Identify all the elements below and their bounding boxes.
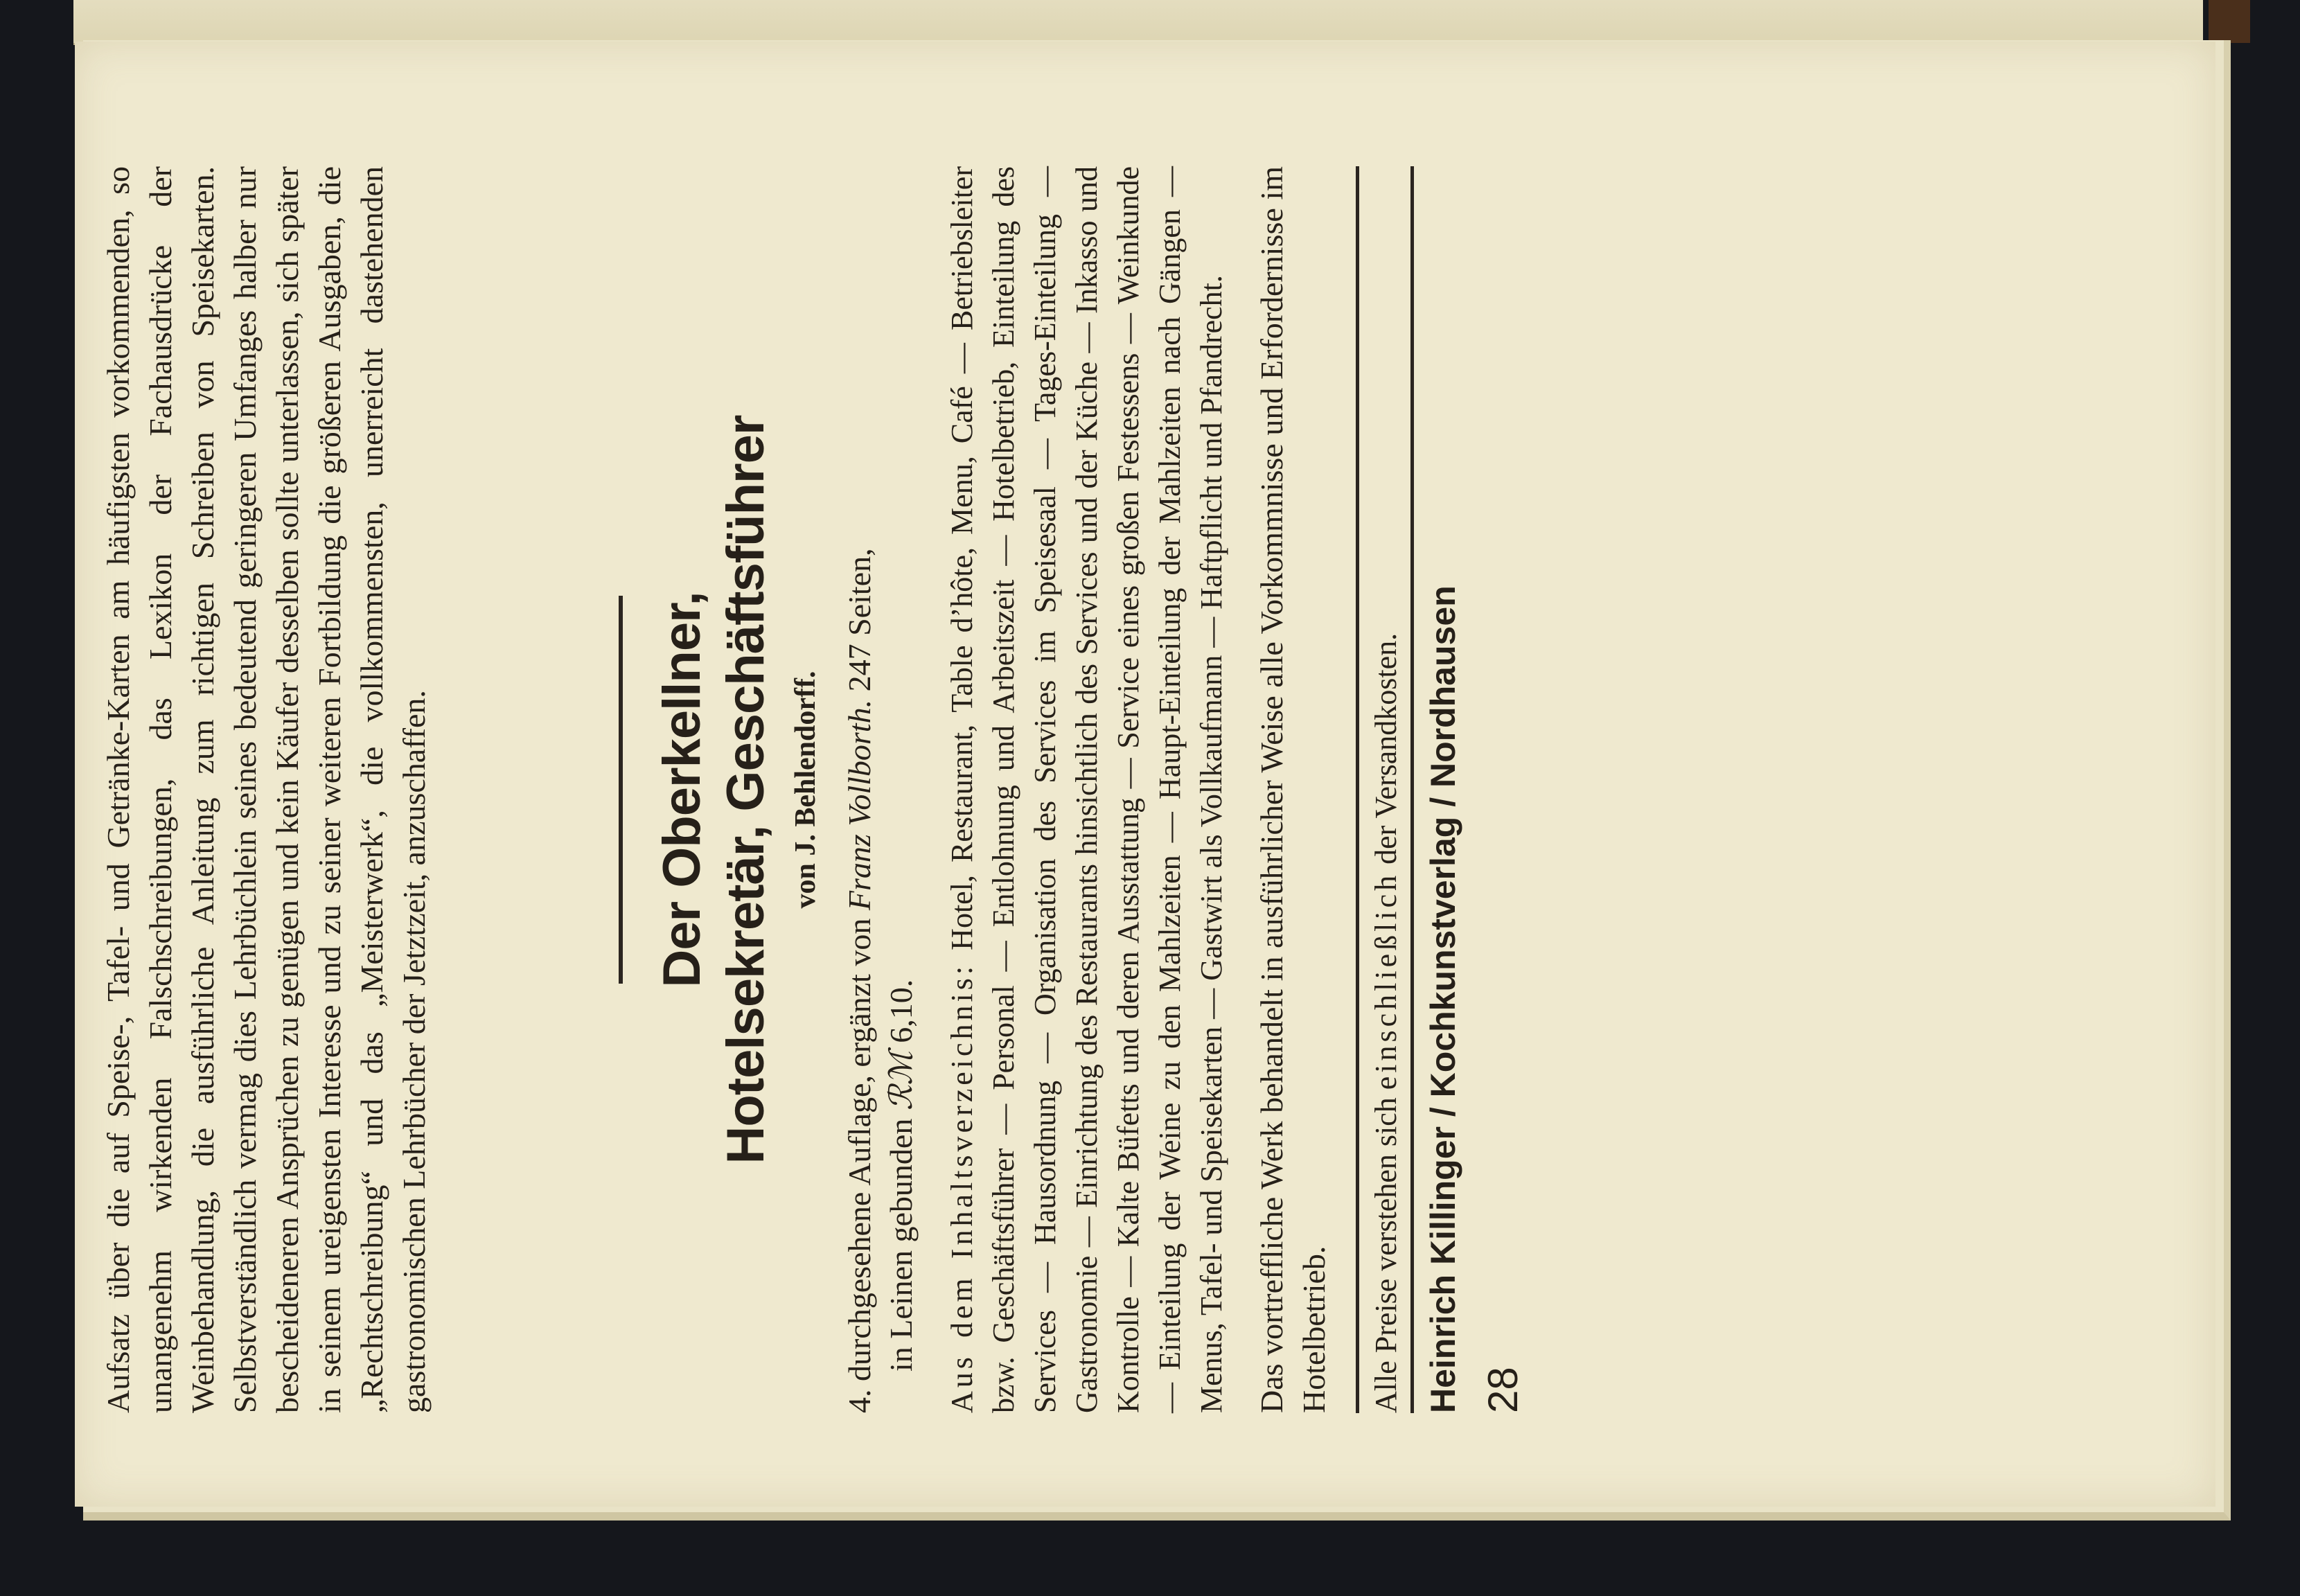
facing-page-edge	[73, 0, 2203, 45]
closing-paragraph: Das vortreffliche Werk behandelt in ausführlicher Weise alle Vorkommnisse und Erfordernisse im Hotelbetrieb.	[1254, 166, 1332, 1413]
page-number: 28	[1480, 1367, 1526, 1413]
currency-symbol: ℛℳ	[883, 1051, 919, 1111]
book-title-line2: Hotelsekretär, Geschäftsführer	[716, 415, 775, 1164]
editor-name: Franz Vollborth.	[842, 699, 877, 911]
book-title-line1: Der Oberkellner,	[653, 592, 711, 988]
edition-info	[839, 166, 922, 1413]
publisher-line: Heinrich Killinger / Kochkunstverlag / Nordhausen	[1424, 585, 1462, 1413]
book-price: 6,10.	[883, 979, 919, 1052]
book-spine	[2209, 0, 2250, 43]
footer-rule-top	[1356, 166, 1359, 1413]
footer-rule-bottom	[1410, 166, 1414, 1413]
binding-info: in Leinen gebunden	[883, 1110, 919, 1372]
book-author: von J. Behlendorff.	[790, 671, 822, 909]
page-count: 247 Seiten,	[842, 548, 877, 700]
book-title	[651, 166, 778, 1413]
edition-prefix: 4. durchgesehene Auflage, ergänzt von	[842, 910, 877, 1413]
toc-label: Aus dem Inhaltsverzeichnis:	[945, 962, 979, 1413]
prices-suffix: der Versandkosten.	[1369, 632, 1403, 872]
page-content	[97, 166, 2009, 1413]
toc-text: Hotel, Restaurant, Table d’hôte, Menu, Café — Betriebsleiter bzw. Geschäftsführer — Personal — Entlohnung und Arbeitszeit — Hotelbetrieb, Einteilung des Services — Hausordnung — Organisation des Services im Speisesaal — Tages-Einteilung — Gastronomie — Einrichtung des Restaurants hinsichtlich des Services und der Küche — Inkasso und Kontrolle — Kalte Büfetts und deren Ausstattung — Service eines großen Festessens — Weinkunde — Einteilung der Weine zu den Mahlzeiten — Haupt-Einteilung der Mahlzeiten nach Gängen — Menus, Tafel- und Speisekarten — Gastwirt als Vollkaufmann — Haftpflicht und Pfandrecht.	[945, 166, 1228, 1413]
section-divider	[619, 596, 623, 984]
intro-paragraph: Aufsatz über die auf Speise-, Tafel- und Getränke-Karten am häufigsten vorkommenden, so unangenehm wirkenden Falschschreibungen, das Lexikon der Fachausdrücke der Weinbehandlung, die ausführliche Anleitung zum richtigen Schreiben von Speisekarten. Selbstverständlich vermag dies Lehrbüchlein seines bedeutend geringeren Umfanges halber nur bescheideneren Ansprüchen zu genügen und kein Käufer desselben sollte unterlassen, sich später in seinem ureigensten Interesse und zu seiner weiteren Fortbildung die größeren Ausgaben, die „Rechtschreibung“ und das „Meisterwerk“, die vollkommensten, unerreicht dastehenden gastronomischen Lehrbücher der Jetztzeit, anzuschaffen.	[100, 166, 432, 1413]
table-of-contents	[941, 166, 1232, 1413]
prices-prefix: Alle Preise verstehen sich	[1369, 1090, 1403, 1413]
prices-emphasis: einschließlich	[1369, 871, 1403, 1090]
prices-note	[1366, 166, 1406, 1413]
